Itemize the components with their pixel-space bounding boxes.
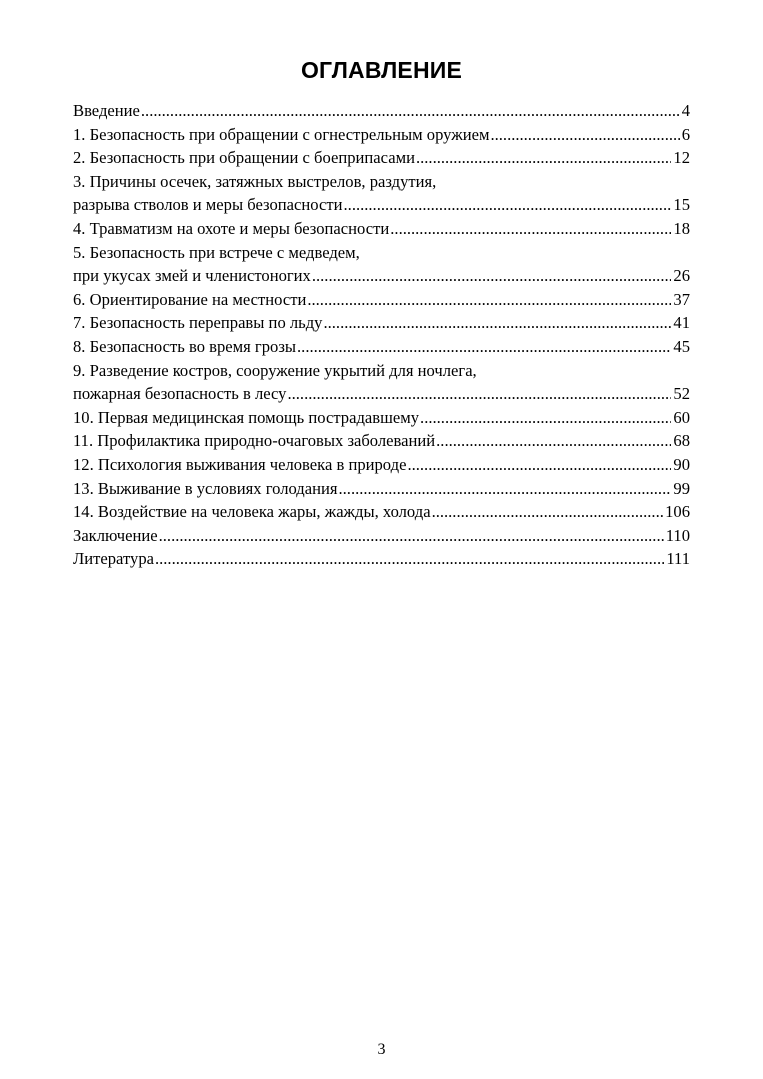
toc-entry-title: 1. Безопасность при обращении с огнестрельным оружием: [73, 124, 490, 144]
toc-entry-row: [73, 217, 690, 241]
toc-entry-page: 6: [681, 124, 690, 144]
toc-entry-row: [73, 99, 690, 123]
dot-leader: [490, 123, 679, 147]
toc-entry-page: 52: [673, 384, 690, 404]
toc-entry-title: 4. Травматизм на охоте и меры безопасности: [73, 218, 390, 238]
toc-entry-title: Введение: [73, 101, 140, 120]
toc-entry-page: 99: [673, 478, 690, 498]
page-number: 3: [377, 1041, 386, 1058]
toc-entry-title: Заключение: [73, 525, 158, 545]
toc-entry-row: [73, 429, 690, 453]
toc-entry-page: 45: [673, 336, 690, 356]
toc-entry-page: 106: [665, 502, 690, 522]
toc-entry-row: [73, 406, 690, 430]
toc-entry: [73, 288, 690, 312]
toc-entry-page: 26: [673, 266, 690, 286]
dot-leader: [287, 382, 671, 406]
toc-entry-row: [73, 453, 690, 477]
toc-entry-row: [73, 193, 690, 217]
toc-entry-title: 7. Безопасность переправы по льду: [73, 313, 323, 333]
toc-entry: [73, 500, 690, 524]
toc-entry: [73, 241, 690, 288]
toc-entry-row: [73, 146, 690, 170]
toc-entry-title: 11. Профилактика природно-очаговых заболеваний: [73, 431, 436, 451]
toc-entry-title: 13. Выживание в условиях голодания: [73, 478, 338, 498]
toc-entry-title: разрыва стволов и меры безопасности: [73, 195, 343, 215]
toc-entry-page: 37: [673, 289, 690, 309]
toc-entry-title: 2. Безопасность при обращении с боеприпасами: [73, 148, 415, 168]
dot-leader: [323, 311, 671, 335]
toc-entry-page: 90: [673, 454, 690, 474]
toc-entry-page: 111: [666, 549, 690, 569]
toc-entry-title: Литература: [73, 549, 154, 569]
dot-leader: [339, 477, 672, 501]
dot-leader: [141, 99, 680, 123]
toc-entry-page: 4: [681, 101, 690, 120]
toc-entry: [73, 547, 690, 571]
dot-leader: [159, 524, 664, 548]
toc-entry: [73, 99, 690, 123]
dot-leader: [420, 406, 671, 430]
toc-entry: [73, 453, 690, 477]
toc-entry-title-line: 3. Причины осечек, затяжных выстрелов, раздутия,: [73, 171, 437, 191]
toc-entry-title-line: 9. Разведение костров, сооружение укрытий для ночлега,: [73, 360, 477, 380]
toc-entry: [73, 477, 690, 501]
toc-entry-title: пожарная безопасность в лесу: [73, 384, 287, 404]
toc-entry: [73, 359, 690, 406]
toc-entry: [73, 217, 690, 241]
toc-entry-page: 18: [673, 218, 690, 238]
toc-entry-row: [73, 524, 690, 548]
toc-entry: [73, 335, 690, 359]
toc-entry-page: 12: [673, 148, 690, 168]
toc-entry-page: 15: [673, 195, 690, 215]
toc-entry-title: при укусах змей и членистоногих: [73, 266, 311, 286]
dot-leader: [390, 217, 671, 241]
toc-entry-title: 8. Безопасность во время грозы: [73, 336, 297, 356]
toc-entry-page: 68: [673, 431, 690, 451]
toc-entry: [73, 170, 690, 217]
toc-entry-row: [73, 382, 690, 406]
table-of-contents: [73, 99, 690, 571]
toc-entry: [73, 524, 690, 548]
toc-entry-title: 14. Воздействие на человека жары, жажды, холода: [73, 502, 431, 522]
page-title: ОГЛАВЛЕНИЕ: [300, 57, 463, 83]
dot-leader: [416, 146, 671, 170]
toc-entry-title: 12. Психология выживания человека в природе: [73, 454, 407, 474]
dot-leader: [344, 193, 672, 217]
toc-entry-page: 41: [673, 313, 690, 333]
toc-entry-row: [73, 500, 690, 524]
toc-entry: [73, 406, 690, 430]
dot-leader: [297, 335, 671, 359]
dot-leader: [407, 453, 671, 477]
dot-leader: [155, 547, 664, 571]
toc-entry-row: [73, 477, 690, 501]
dot-leader: [432, 500, 664, 524]
toc-entry: [73, 146, 690, 170]
dot-leader: [436, 429, 671, 453]
toc-entry-row: [73, 288, 690, 312]
toc-entry-row: [73, 547, 690, 571]
toc-entry-row: [73, 123, 690, 147]
toc-entry-row: [73, 311, 690, 335]
toc-entry-row: [73, 335, 690, 359]
toc-entry: [73, 429, 690, 453]
toc-entry-title-line: 5. Безопасность при встрече с медведем,: [73, 242, 360, 262]
toc-entry-title: 10. Первая медицинская помощь пострадавшему: [73, 407, 420, 427]
toc-entry: [73, 311, 690, 335]
dot-leader: [307, 288, 671, 312]
toc-entry-row: [73, 264, 690, 288]
toc-entry-title: 6. Ориентирование на местности: [73, 289, 307, 309]
toc-entry-page: 60: [673, 407, 690, 427]
toc-entry: [73, 123, 690, 147]
dot-leader: [312, 264, 672, 288]
toc-entry-page: 110: [665, 525, 690, 545]
